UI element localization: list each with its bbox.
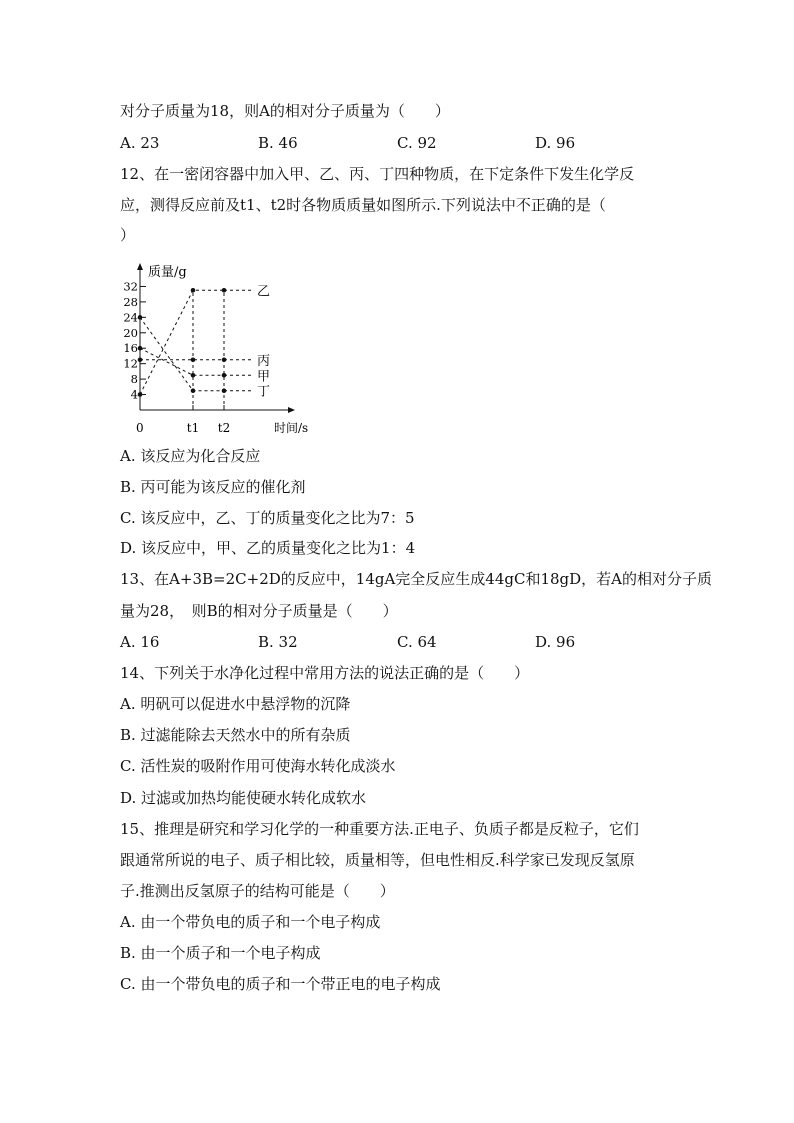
series-line (140, 290, 224, 394)
x-tick-label: t1 (186, 421, 200, 435)
y-tick-label: 20 (123, 325, 138, 340)
y-axis-label: 质量/g (148, 265, 187, 280)
series-label: 甲 (257, 369, 271, 385)
y-tick-label: 12 (123, 356, 138, 371)
q15-stem-line3: 子.推测出反氢原子的结构可能是（ ） (120, 882, 395, 900)
q11-stem: 对分子质量为18，则A的相对分子质量为（ ） (120, 102, 450, 120)
q14-option-d: D. 过滤或加热均能使硬水转化成软水 (120, 789, 367, 807)
data-point (191, 358, 196, 363)
q13-option-a: A. 16 (120, 633, 160, 651)
series-label: 丙 (257, 353, 271, 369)
q13-stem-line2: 量为28， 则B的相对分子质量是（ ） (120, 602, 398, 620)
q15-option-a: A. 由一个带负电的质子和一个电子构成 (120, 913, 381, 931)
y-tick-label: 28 (123, 294, 138, 309)
q12-stem-line1: 12、在一密闭容器中加入甲、乙、丙、丁四种物质，在下定条件下发生化学反 (120, 165, 635, 183)
q12-option-b: B. 丙可能为该反应的催化剂 (120, 478, 306, 496)
q15-stem-line2: 跟通常所说的电子、质子相比较，质量相等，但电性相反.科学家已发现反氢原 (120, 851, 635, 869)
q12-option-c: C. 该反应中，乙、丁的质量变化之比为7：5 (120, 509, 415, 527)
y-tick-label: 24 (123, 310, 138, 325)
series-label: 丁 (257, 384, 271, 400)
data-point (191, 373, 196, 378)
data-point (138, 358, 143, 363)
q13-stem-line1: 13、在A+3B=2C+2D的反应中，14gA完全反应生成44gC和18gD，若A的相对分子质 (120, 570, 713, 588)
q14-stem: 14、下列关于水净化过程中常用方法的说法正确的是（ ） (120, 664, 530, 682)
series-line (140, 348, 224, 375)
data-point (191, 288, 196, 293)
q14-option-b: B. 过滤能除去天然水中的所有杂质 (120, 726, 351, 744)
y-tick-label: 8 (130, 372, 138, 387)
data-point (138, 315, 143, 320)
mass-time-chart (123, 256, 309, 436)
y-tick-label: 4 (130, 387, 138, 402)
x-tick-label: t2 (217, 421, 231, 435)
q15-option-c: C. 由一个带负电的质子和一个带正电的电子构成 (120, 975, 441, 993)
q13-option-c: C. 64 (397, 633, 437, 651)
x-axis-label: 时间/s (274, 421, 309, 435)
q14-option-a: A. 明矾可以促进水中悬浮物的沉降 (120, 695, 351, 713)
data-point (138, 346, 143, 351)
data-point (191, 388, 196, 393)
q15-option-b: B. 由一个质子和一个电子构成 (120, 944, 321, 962)
q11-option-c: C. 92 (397, 134, 437, 152)
q12-stem-line3: ） (120, 226, 136, 244)
series-line (140, 317, 224, 390)
y-tick-label: 32 (123, 279, 138, 294)
y-tick-label: 16 (123, 341, 138, 356)
q13-option-b: B. 32 (258, 633, 298, 651)
data-point (138, 392, 143, 397)
q11-option-d: D. 96 (535, 134, 576, 152)
series-label: 乙 (257, 284, 271, 300)
origin-label: 0 (136, 421, 144, 435)
q15-stem-line1: 15、推理是研究和学习化学的一种重要方法.正电子、负质子都是反粒子，它们 (120, 820, 639, 838)
q12-stem-line2: 应，测得反应前及t1、t2时各物质质量如图所示.下列说法中不正确的是（ (120, 196, 606, 214)
q11-option-b: B. 46 (258, 134, 298, 152)
q13-option-d: D. 96 (535, 633, 576, 651)
q14-option-c: C. 活性炭的吸附作用可使海水转化成淡水 (120, 757, 396, 775)
q11-option-a: A. 23 (120, 134, 160, 152)
q12-option-d: D. 该反应中，甲、乙的质量变化之比为1：4 (120, 539, 416, 557)
q12-option-a: A. 该反应为化合反应 (120, 447, 261, 465)
